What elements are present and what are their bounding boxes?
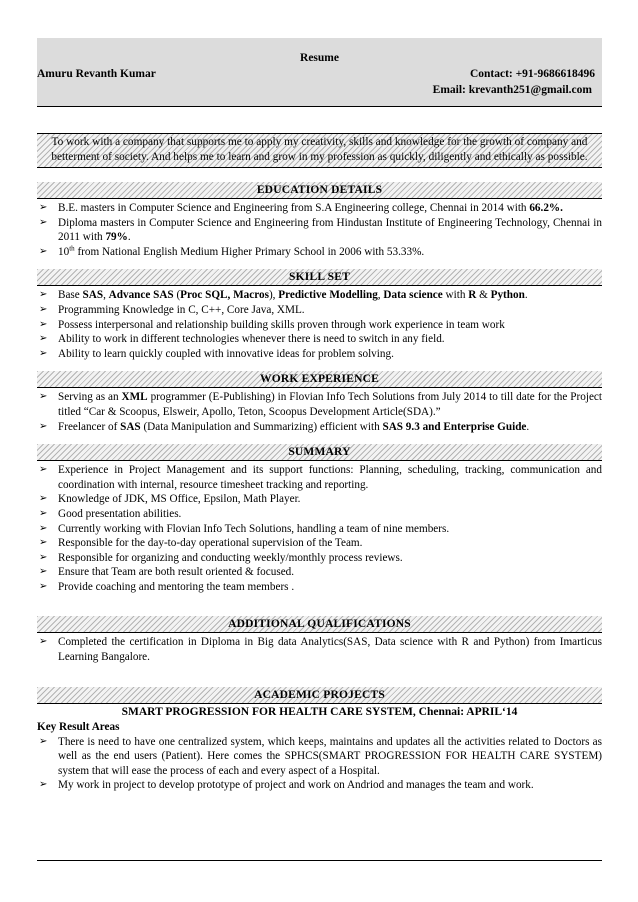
list-item: ➢ 10th from National English Medium Higher Primary School in 2006 with 53.33%.: [39, 244, 425, 258]
resume-page: [37, 38, 602, 793]
list-item: ➢ Currently working with Flovian Info Tech Solutions, handling a team of nine members.: [39, 522, 450, 535]
list-item: ➢ Provide coaching and mentoring the team members .: [39, 580, 295, 593]
skills-heading: SKILL SET: [37, 269, 602, 286]
arrow-bullet-icon: ➢: [39, 566, 48, 578]
arrow-bullet-icon: ➢: [39, 735, 48, 747]
list-item: ➢ My work in project to develop prototype of project and work on Andriod and manages the team and work.: [39, 779, 534, 792]
list-item: ➢ Completed the certification in Diploma in Big data Analytics(SAS, Data science with R and Python) from Imarticus Learning Bangalore.: [39, 636, 602, 664]
arrow-bullet-icon: ➢: [39, 551, 48, 563]
list-item: ➢ Possess interpersonal and relationship building skills proven through work experience in team work: [39, 318, 505, 331]
arrow-bullet-icon: ➢: [39, 333, 48, 345]
list-item: ➢ There is need to have one centralized system, which keeps, maintains and updates all the activities related to Doctors as well as the end users (Patient). Here comes the SPHCS(SMART PROGRESSION FOR HEALTH CARE SYSTEM) system that will ease the process of each and every aspect of a Hospital.: [39, 735, 602, 777]
arrow-bullet-icon: ➢: [39, 391, 48, 403]
list-item: ➢ Ability to learn quickly coupled with innovative ideas for problem solving.: [39, 347, 394, 360]
list-item: ➢ Experience in Project Management and its support functions: Planning, scheduling, tracking, communication and coordination with internal, resource timesheet tracking and reporting.: [39, 464, 602, 491]
arrow-bullet-icon: ➢: [39, 318, 48, 330]
list-item: ➢ Knowledge of JDK, MS Office, Epsilon, Math Player.: [39, 493, 301, 506]
contact-phone: Contact: +91-9686618496: [469, 68, 595, 80]
bottom-divider: [37, 860, 602, 861]
education-heading: EDUCATION DETAILS: [37, 182, 602, 199]
list-item: ➢ Base SAS, Advance SAS (Proc SQL, Macros), Predictive Modelling, Data science with R & Python.: [39, 289, 528, 302]
objective-statement: To work with a company that supports me to apply my creativity, skills and knowledge for the growth of company and betterment of society. And helps me to learn and grow in my profession as quickly, diligently and ethically as possible.: [37, 133, 602, 168]
list-item: ➢ Ensure that Team are both result oriented & focused.: [39, 566, 295, 579]
arrow-bullet-icon: ➢: [39, 537, 48, 549]
list-item: ➢ Ability to work in different technologies whenever there is need to switch in any field.: [39, 333, 445, 346]
arrow-bullet-icon: ➢: [39, 420, 48, 432]
list-item: ➢ B.E. masters in Computer Science and Engineering from S.A Engineering college, Chennai in 2014 with 66.2%.: [39, 202, 563, 214]
arrow-bullet-icon: ➢: [39, 522, 48, 534]
skills-list: [37, 288, 602, 361]
list-item: ➢ Serving as an XML programmer (E-Publishing) in Flovian Info Tech Solutions from July 2014 to till date for the Project titled “Car & Scoopus, Elsweir, Apollo, Teton, Scoopus Development Article(SDA).”: [39, 391, 602, 418]
arrow-bullet-icon: ➢: [39, 779, 48, 791]
project-title: SMART PROGRESSION FOR HEALTH CARE SYSTEM, Chennai: APRIL‘14: [121, 705, 518, 718]
list-item: ➢ Freelancer of SAS (Data Manipulation and Summarizing) efficient with SAS 9.3 and Enterprise Guide.: [39, 420, 530, 433]
summary-heading: SUMMARY: [37, 444, 602, 461]
work-list: [37, 390, 602, 434]
projects-heading: ACADEMIC PROJECTS: [37, 687, 602, 704]
arrow-bullet-icon: ➢: [39, 289, 48, 301]
arrow-bullet-icon: ➢: [39, 507, 48, 519]
arrow-bullet-icon: ➢: [39, 347, 48, 359]
arrow-bullet-icon: ➢: [39, 580, 48, 592]
arrow-bullet-icon: ➢: [39, 303, 48, 315]
work-heading: WORK EXPERIENCE: [37, 371, 602, 388]
arrow-bullet-icon: ➢: [39, 493, 48, 505]
qualifications-heading: ADDITIONAL QUALIFICATIONS: [37, 616, 602, 633]
contact-email: Email: krevanth251@gmail.com: [432, 84, 592, 96]
arrow-bullet-icon: ➢: [39, 636, 48, 648]
list-item: ➢ Diploma masters in Computer Science and Engineering from Hindustan Institute of Engineering Technology, Chennai in 2011 with 79%.: [39, 216, 602, 244]
resume-header: [37, 38, 602, 107]
list-item: ➢ Good presentation abilities.: [39, 507, 182, 520]
candidate-name: Amuru Revanth Kumar: [37, 68, 156, 80]
resume-title: Resume: [300, 52, 339, 64]
projects-list: [37, 735, 602, 793]
arrow-bullet-icon: ➢: [39, 464, 48, 476]
key-result-areas-label: Key Result Areas: [37, 720, 120, 733]
qualifications-list: [37, 635, 602, 664]
arrow-bullet-icon: ➢: [39, 216, 48, 228]
education-list: [37, 201, 602, 259]
list-item: ➢ Responsible for organizing and conducting weekly/monthly process reviews.: [39, 551, 403, 564]
list-item: ➢ Responsible for the day-to-day operational supervision of the Team.: [39, 537, 363, 550]
arrow-bullet-icon: ➢: [39, 202, 48, 213]
summary-list: [37, 463, 602, 594]
arrow-bullet-icon: ➢: [39, 245, 48, 257]
list-item: ➢ Programming Knowledge in C, C++, Core Java, XML.: [39, 303, 305, 316]
